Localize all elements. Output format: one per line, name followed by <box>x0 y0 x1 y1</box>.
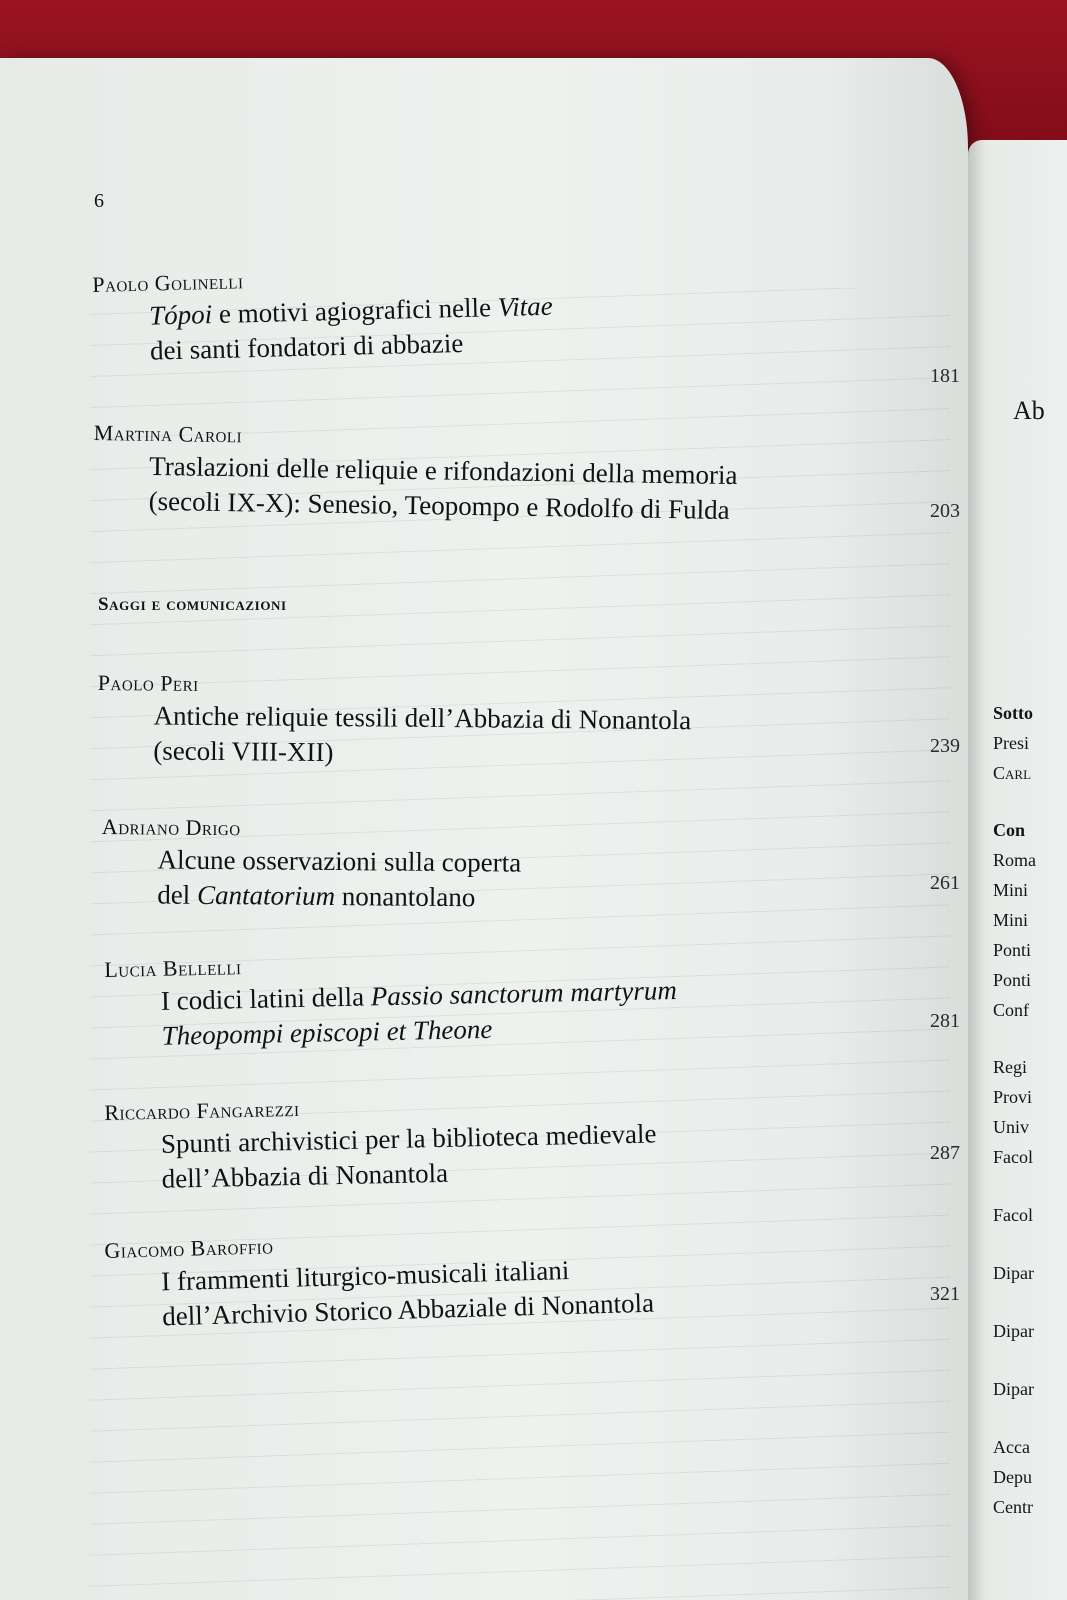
right-page-line: Dipar <box>993 1379 1034 1399</box>
title-fragment: e motivi agiografici nelle <box>211 292 499 330</box>
right-page-line: Centr <box>993 1497 1033 1517</box>
title-fragment: I codici latini della <box>160 981 372 1016</box>
toc-entry[interactable] <box>104 1081 926 1198</box>
entry-author: Riccardo Fangarezzi <box>104 1095 300 1125</box>
title-fragment: Antiche reliquie tessili dell’Abbazia di Nonantola <box>153 700 692 736</box>
title-fragment: Cantatorium <box>196 879 336 912</box>
entry-page-number: 203 <box>930 500 960 522</box>
entry-author: Adriano Drigo <box>101 813 241 841</box>
right-page-line: Mini <box>993 880 1029 900</box>
right-page-line: Conf <box>993 1000 1029 1020</box>
title-fragment: Traslazioni delle reliquie e rifondazioni della memoria <box>149 450 738 491</box>
entry-page-number: 239 <box>930 735 960 757</box>
title-fragment: Vitae <box>497 290 554 323</box>
title-fragment: I frammenti liturgico-musicali italiani <box>160 1255 570 1297</box>
right-page-line: Ponti <box>993 940 1032 960</box>
toc-entry[interactable] <box>101 812 922 919</box>
right-page-line: Mini <box>993 910 1029 930</box>
toc-entry[interactable] <box>92 250 914 370</box>
title-fragment: nonantolano <box>334 881 476 913</box>
title-fragment: Theopompi episcopi et Theone <box>161 1013 493 1051</box>
toc-entry[interactable] <box>97 668 918 775</box>
right-page-line: Depu <box>993 1467 1032 1487</box>
right-page-line: Sotto <box>993 703 1033 723</box>
title-fragment: dei santi fondatori di abbazie <box>149 327 464 366</box>
title-fragment: Alcune osservazioni sulla coperta <box>157 844 522 878</box>
title-fragment: (secoli VIII-XII) <box>153 735 334 768</box>
entry-author: Lucia Bellelli <box>104 954 242 982</box>
right-page-line: Presi <box>993 733 1029 753</box>
title-fragment: (secoli IX-X): Senesio, Teopompo e Rodolfo di Fulda <box>148 485 730 525</box>
right-page-line: Facol <box>993 1147 1033 1167</box>
section-heading-text: Saggi e comunicazioni <box>98 594 287 615</box>
right-page-line: Facol <box>993 1205 1033 1225</box>
right-page-line: Univ <box>993 1117 1029 1137</box>
title-fragment: del <box>157 879 198 910</box>
section-heading <box>98 594 287 616</box>
right-page-line: Acca <box>993 1437 1030 1457</box>
entry-author: Giacomo Baroffio <box>104 1233 274 1263</box>
right-page-line: Dipar <box>993 1321 1034 1341</box>
entry-page-number: 321 <box>930 1283 960 1305</box>
title-fragment: Spunti archivistici per la biblioteca medievale <box>160 1118 657 1159</box>
right-page-line: Carl <box>993 763 1032 783</box>
right-page-line: Con <box>993 820 1026 840</box>
entry-author: Martina Caroli <box>93 419 243 448</box>
title-fragment: Tópoi <box>148 299 213 331</box>
toc-entry[interactable] <box>104 938 926 1055</box>
entry-page-number: 287 <box>930 1142 960 1164</box>
title-fragment: Passio sanctorum martyrum <box>370 975 678 1012</box>
entry-page-number: 181 <box>930 365 960 387</box>
entry-author: Paolo Golinelli <box>92 268 244 297</box>
right-page-line: Ponti <box>993 970 1032 990</box>
right-page-line: Dipar <box>993 1263 1034 1283</box>
title-fragment: dell’Archivio Storico Abbaziale di Nonantola <box>161 1287 655 1332</box>
title-fragment: dell’Abbazia di Nonantola <box>161 1157 449 1194</box>
entry-author: Paolo Peri <box>97 669 199 696</box>
entry-page-number: 281 <box>930 1010 960 1032</box>
right-page-heading: Ab <box>1013 396 1045 425</box>
right-page-line: Provi <box>993 1087 1033 1107</box>
right-page-line: Regi <box>993 1057 1027 1077</box>
entry-title-line <box>157 877 921 919</box>
entry-title-line <box>153 733 917 775</box>
page-number: 6 <box>94 190 104 212</box>
toc-entry[interactable] <box>92 418 913 531</box>
entry-page-number: 261 <box>930 872 960 894</box>
right-page-line: Roma <box>993 850 1036 870</box>
